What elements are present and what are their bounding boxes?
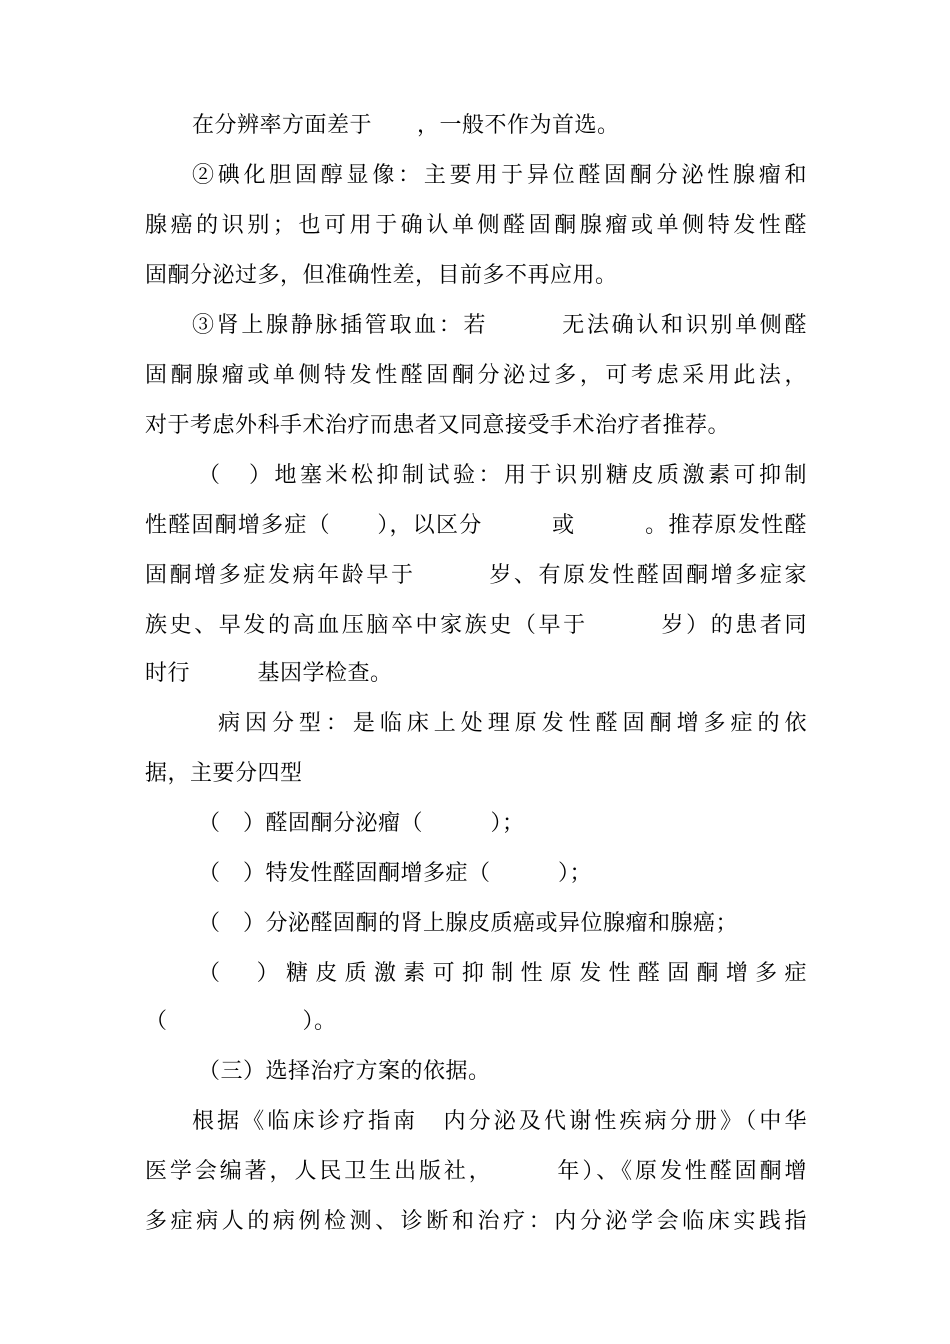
text-line-5: ③肾上腺静脉插管取血：若 无法确认和识别单侧醛 <box>192 313 807 338</box>
text-line-10: 固酮增多症发病年龄早于 岁、有原发性醛固酮增多症家 <box>145 563 807 588</box>
text-line-23: 多症病人的病例检测、诊断和治疗：内分泌学会临床实践指 <box>145 1209 807 1234</box>
text-line-6: 固酮腺瘤或单侧特发性醛固酮分泌过多，可考虑采用此法， <box>145 363 807 388</box>
text-line-16: （ ）特发性醛固酮增多症（ ）； <box>198 861 593 886</box>
text-line-14: 据，主要分四型 <box>145 761 303 786</box>
text-line-20: （三）选择治疗方案的依据。 <box>198 1059 491 1084</box>
text-line-19: （ ）。 <box>145 1009 337 1034</box>
text-line-22: 医学会编著，人民卫生出版社， 年）、《原发性醛固酮增 <box>145 1159 807 1184</box>
text-line-18: （ ）糖皮质激素可抑制性原发性醛固酮增多症 <box>198 961 807 986</box>
text-line-2: ②碘化胆固醇显像：主要用于异位醛固酮分泌性腺瘤和 <box>192 163 807 188</box>
text-line-15: （ ）醛固酮分泌瘤（ ）； <box>198 811 525 836</box>
text-line-9: 性醛固酮增多症（ ），以区分 或 。推荐原发性醛 <box>145 513 807 538</box>
text-line-3: 腺癌的识别；也可用于确认单侧醛固酮腺瘤或单侧特发性醛 <box>145 213 807 238</box>
text-line-21: 根据《临床诊疗指南 内分泌及代谢性疾病分册》（中华 <box>192 1109 807 1134</box>
text-line-12: 时行 基因学检查。 <box>145 661 393 686</box>
text-line-13: 病因分型：是临床上处理原发性醛固酮增多症的依 <box>218 711 807 736</box>
text-line-11: 族史、早发的高血压脑卒中家族史（早于 岁）的患者同 <box>145 613 807 638</box>
text-line-1: 在分辨率方面差于 ，一般不作为首选。 <box>192 113 620 138</box>
text-line-17: （ ）分泌醛固酮的肾上腺皮质癌或异位腺瘤和腺癌； <box>198 911 739 936</box>
text-line-7: 对于考虑外科手术治疗而患者又同意接受手术治疗者推荐。 <box>145 413 731 438</box>
text-line-4: 固酮分泌过多，但准确性差，目前多不再应用。 <box>145 263 618 288</box>
text-line-8: （ ）地塞米松抑制试验：用于识别糖皮质激素可抑制 <box>198 463 807 488</box>
